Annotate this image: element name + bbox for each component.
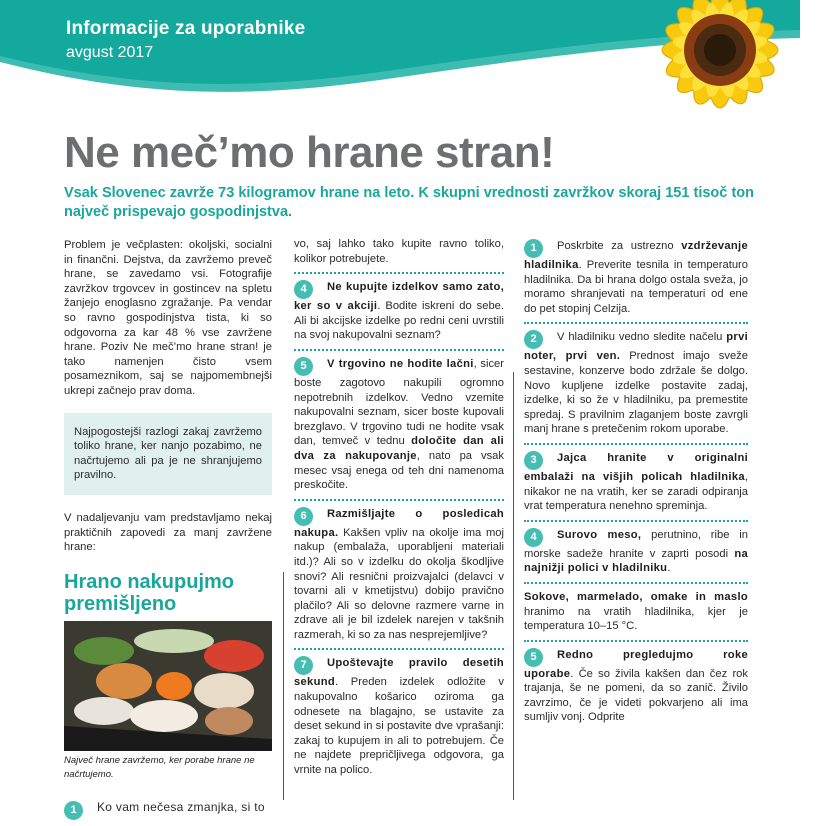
tip-text: . Preverite tesnila in temperaturo hladilnika. Da bi hrana dolgo ostala sveža, jo moramo shranjevati na temperaturi od ene do pet stopinj Celzija. xyxy=(524,259,748,315)
tip-bold: Jajca hranite v originalni embalaži na višjih policah hladilnika xyxy=(524,451,748,483)
tip-item xyxy=(294,650,504,783)
tip-item xyxy=(524,642,748,731)
tip-text: perutnino, ribe in morske sadeže hranite v zaprti posodi xyxy=(524,528,748,560)
tip-number-badge: 4 xyxy=(524,528,543,547)
note-text: hranimo na vratih hladilnika, kjer je temperatura 10–15 °C. xyxy=(524,605,748,633)
tip-text: Prednost imajo sveže sestavine, konzerve bodo zdržale še dolgo. Novo kupljene izdelke postavite zadaj, izdelke, ki so že v hladilniku, pa premestite spredaj. S pravilnim zlaganjem boste zavrgli manj hrane s pretečenim rokom uporabe. xyxy=(524,350,748,436)
column-divider xyxy=(283,572,284,800)
carryover-text: vo, saj lahko tako kupite ravno toliko, kolikor potrebujete. xyxy=(294,238,504,265)
tip-text: V hladilniku vedno sledite načelu xyxy=(557,331,727,344)
tip-text: . Bodite iskreni do sebe. Ali bi akcijske izdelke po redni ceni uvrstili na svoj nakupovalni seznam? xyxy=(294,300,505,342)
tip-number-badge: 7 xyxy=(294,656,313,675)
sunflower-image xyxy=(600,0,840,180)
section-heading: Hrano nakupujmo premišljeno xyxy=(64,570,235,615)
tip-item xyxy=(524,445,748,522)
column-2 xyxy=(294,233,504,784)
tip-number-badge: 3 xyxy=(524,451,543,470)
tip-text: . Preden izdelek odložite v nakupovalno košarico oziroma ga odnesete na blagajno, se ustavite za deset sekund in si postavite dve vprašanji: zakaj to kupujem in ali to potrebujem. Če ne najdete prepričljivega odgovora, ga vrnite na polico. xyxy=(294,676,504,777)
callout-box xyxy=(64,413,272,495)
tip-text: . Če so živila kakšen dan čez rok trajanja, še ne pomeni, da so zanič. Živilo zavrzimo, če je videti pokvarjeno ali ima sumljiv vonj. Odprite xyxy=(524,667,748,724)
tip-item xyxy=(64,794,272,826)
tip-item xyxy=(524,522,748,584)
tip-number-badge: 1 xyxy=(524,239,543,258)
tip-item xyxy=(294,351,504,501)
tip-number-badge: 5 xyxy=(294,357,313,376)
note-bold: Sokove, marmelado, omake in maslo xyxy=(524,590,748,603)
column-3 xyxy=(524,233,748,731)
header xyxy=(66,18,305,62)
page-title: Ne meč’mo hrane stran! xyxy=(64,128,555,177)
photo-caption: Največ hrane zavržemo, ker porabe hrane ne načrtujemo. xyxy=(64,754,255,780)
tip-text: , nikakor ne na vratih, ker se zaradi odpiranja vrat temperatura nenehno spreminja. xyxy=(524,470,748,513)
tip-bold: prvi noter, prvi ven. xyxy=(524,331,748,363)
tip-item xyxy=(524,233,748,324)
tip-bold: vzdrževanje hladilnika xyxy=(524,240,748,271)
column-divider xyxy=(513,372,514,800)
tip-bold: Redno pregledujmo roke uporabe xyxy=(524,648,748,680)
carryover-text-block xyxy=(294,233,504,274)
tip-text: , nato pa vsak mesec vsaj enega od teh dni namenoma preskočite. xyxy=(294,449,504,492)
tip-bold: Ne kupujte izdelkov samo zato, ker so v akciji xyxy=(294,281,504,313)
tip-text: , sicer boste zagotovo nakupili ogromno nepotrebnih izdelkov. Vedno vzemite nakupovalni seznam, sicer boste kupovali brezglavo. V trgovino tudi ne hodite vsak dan, temveč v tednu xyxy=(294,357,504,448)
tip-bold: V trgovino ne hodite lačni xyxy=(327,357,474,370)
continuation-paragraph: V nadaljevanju vam predstavljamo nekaj praktičnih zapovedi za manj zavržene hrane: xyxy=(64,511,272,554)
callout-text: Najpogostejši razlogi zakaj zavržemo toliko hrane, ker nanjo pozabimo, ne načrtujemo ali pa je ne shranjujemo pravilno. xyxy=(74,425,262,482)
tip-text: Kakšen vpliv na okolje ima moj nakup (embalaža, uporabljeni materiali itd.)? Ali so v izdelku do okolja škodljive snovi? Ali resnični proizvajalci (delavci v tovarni ali v kmetijstvu) dobijo pravično plačilo? Ali so delovne razmere varne in zdrave ali je bil izdelek narejen v takšnih razmerah, ki so za nas nesprejemljive? xyxy=(294,526,504,641)
lead-paragraph: Vsak Slovenec zavrže 73 kilogramov hrane na leto. K skupni vrednosti zavržkov skoraj 151 tisoč ton največ prispevajo gospodinjstva. xyxy=(64,185,754,220)
tip-item xyxy=(294,274,504,351)
header-title: Informacije za uporabnike xyxy=(66,18,306,39)
column-1 xyxy=(64,238,272,826)
tip-number-badge: 6 xyxy=(294,507,313,526)
tip-bold: Surovo meso, xyxy=(557,528,642,541)
header-date: avgust 2017 xyxy=(66,44,154,61)
food-waste-photo xyxy=(64,621,272,751)
storage-note xyxy=(524,584,748,642)
tip-text: Ko vam nečesa zmanjka, si to xyxy=(97,799,265,814)
tip-text: . xyxy=(667,562,671,575)
tip-number-badge: 1 xyxy=(64,801,83,820)
tip-number-badge: 5 xyxy=(524,648,543,667)
tip-bold: na najnižji polici v hladilniku xyxy=(524,547,748,575)
tip-bold: Upoštevajte pravilo desetih sekund xyxy=(294,657,504,689)
tip-number-badge: 2 xyxy=(524,330,543,349)
tip-bold: določite dan ali dva za nakupovanje xyxy=(294,435,505,462)
tip-text: Poskrbite za ustrezno xyxy=(557,240,682,252)
intro-paragraph: Problem je večplasten: okoljski, socialni in finančni. Dejstva, da zavržemo preveč hrane, se zavedamo vsi. Fotografije zavržkov trgovcev in gostincev na spletu žanjejo enoglasno zgražanje. Pa vendar so ravno gospodinjstva tista, ki so odgovorna za kar 48 % vse zavržene hrane. Poziv Ne meč’mo hrane stran! je tako namenjen čisto vsem posameznikom, saj se najpomembnejši ukrepi začnejo prav doma. xyxy=(64,239,272,397)
tip-item xyxy=(524,324,748,445)
tip-item xyxy=(294,501,504,651)
tip-number-badge: 4 xyxy=(294,280,313,299)
tip-bold: Razmišljajte o posledicah nakupa. xyxy=(294,507,504,539)
